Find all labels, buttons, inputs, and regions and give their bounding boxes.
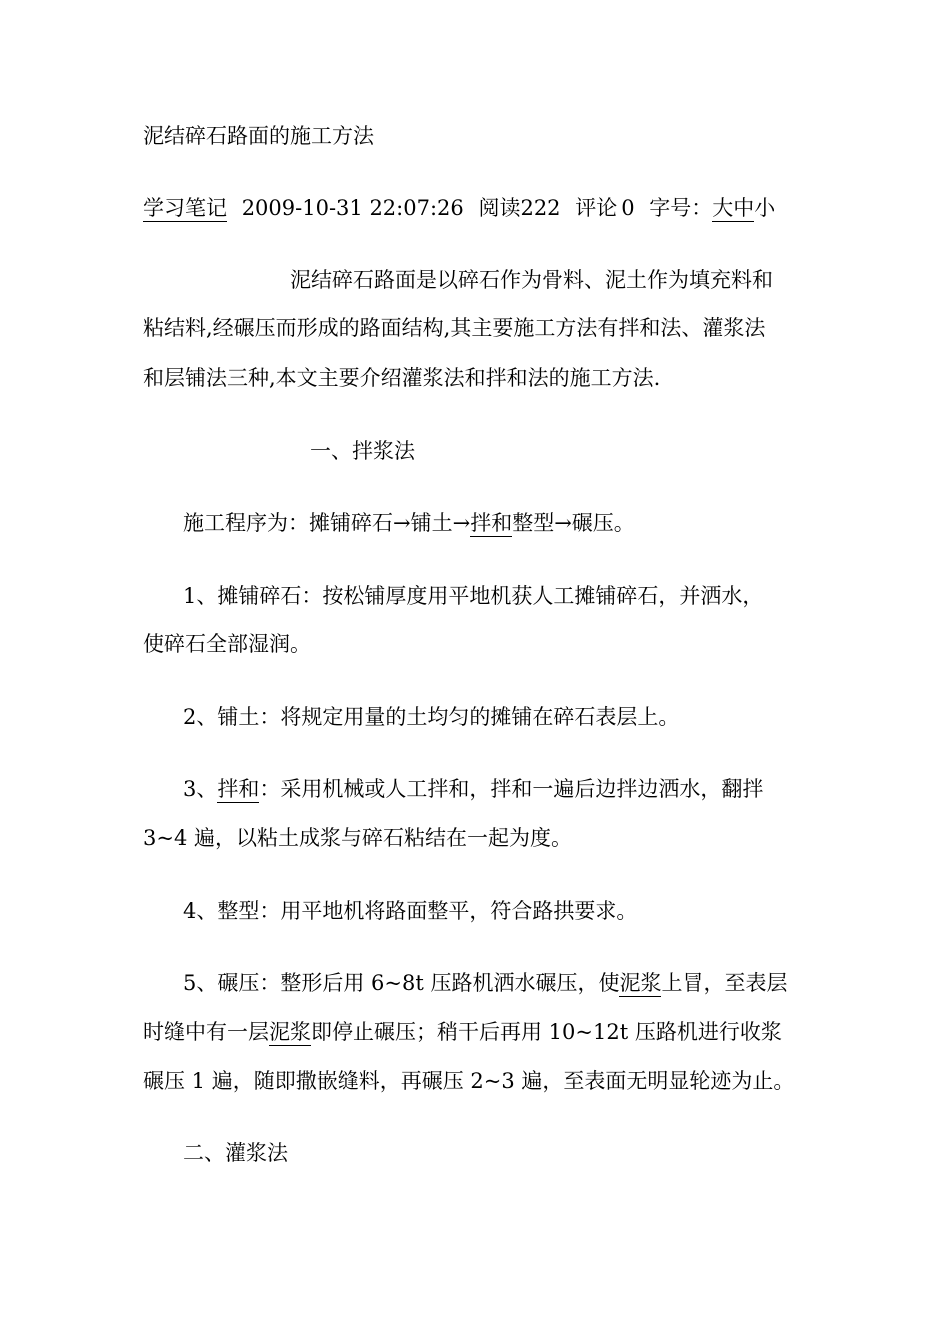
slurry-link[interactable]: 泥浆: [269, 1020, 311, 1044]
slurry-link[interactable]: 泥浆: [619, 971, 662, 995]
font-size-large-link[interactable]: 大: [712, 196, 734, 220]
step-text: 即停止碾压；稍干后再用 10~12t 压路机进行收浆: [311, 1020, 782, 1044]
section-heading: 二、灌浆法: [183, 1141, 288, 1165]
page-title: 泥结碎石路面的施工方法: [143, 124, 374, 148]
read-label: 阅读: [478, 196, 521, 220]
comment-count: 0: [621, 196, 635, 220]
font-size-options: [712, 196, 754, 222]
read-count: 222: [520, 196, 561, 220]
procedure-line: [183, 508, 635, 538]
intro-line: 泥结碎石路面是以碎石作为骨料、泥土作为填充料和: [290, 268, 773, 292]
intro-line: 和层铺法三种,本文主要介绍灌浆法和拌和法的施工方法.: [143, 366, 661, 390]
font-size-label: 字号：: [649, 196, 713, 220]
step-1-line: 1、摊铺碎石：按松铺厚度用平地机获人工摊铺碎石，并洒水，: [183, 584, 764, 608]
step-text: 时缝中有一层: [143, 1020, 269, 1044]
step-text: 上冒，至表层: [661, 971, 788, 995]
font-size-small-link[interactable]: 小: [754, 196, 776, 220]
procedure-text: 施工程序为：摊铺碎石→铺土→: [183, 511, 471, 535]
step-1-line: 使碎石全部湿润。: [143, 632, 311, 656]
step-text: ：采用机械或人工拌和，拌和一遍后边拌边洒水，翻拌: [259, 777, 764, 801]
category-link[interactable]: 学习笔记: [143, 196, 227, 220]
step-2-line: 2、铺土：将规定用量的土均匀的摊铺在碎石表层上。: [183, 705, 680, 729]
intro-line: 粘结料,经碾压而形成的路面结构,其主要施工方法有拌和法、灌浆法: [143, 316, 766, 340]
step-3-line: [183, 774, 763, 804]
comment-label: 评论: [575, 196, 618, 220]
step-number: 3、: [183, 777, 218, 801]
article-meta: [143, 193, 775, 223]
step-5-line: [183, 968, 787, 998]
procedure-text: 整型→碾压。: [512, 511, 635, 535]
font-size-medium-link[interactable]: 中: [733, 196, 755, 220]
step-text: 5、碾压：整形后用 6~8t 压路机洒水碾压，使: [183, 971, 620, 995]
post-datetime: 2009-10-31 22:07:26: [241, 196, 464, 220]
mix-link[interactable]: 拌和: [217, 777, 260, 801]
mix-link[interactable]: 拌和: [470, 511, 513, 535]
section-heading: 一、拌浆法: [310, 439, 415, 463]
step-4-line: 4、整型：用平地机将路面整平，符合路拱要求。: [183, 899, 638, 923]
step-5-line: [143, 1017, 782, 1047]
step-5-line: 碾压 1 遍，随即撒嵌缝料，再碾压 2~3 遍，至表面无明显轮迹为止。: [143, 1069, 795, 1093]
step-3-line: 3~4 遍，以粘土成浆与碎石粘结在一起为度。: [143, 826, 572, 850]
